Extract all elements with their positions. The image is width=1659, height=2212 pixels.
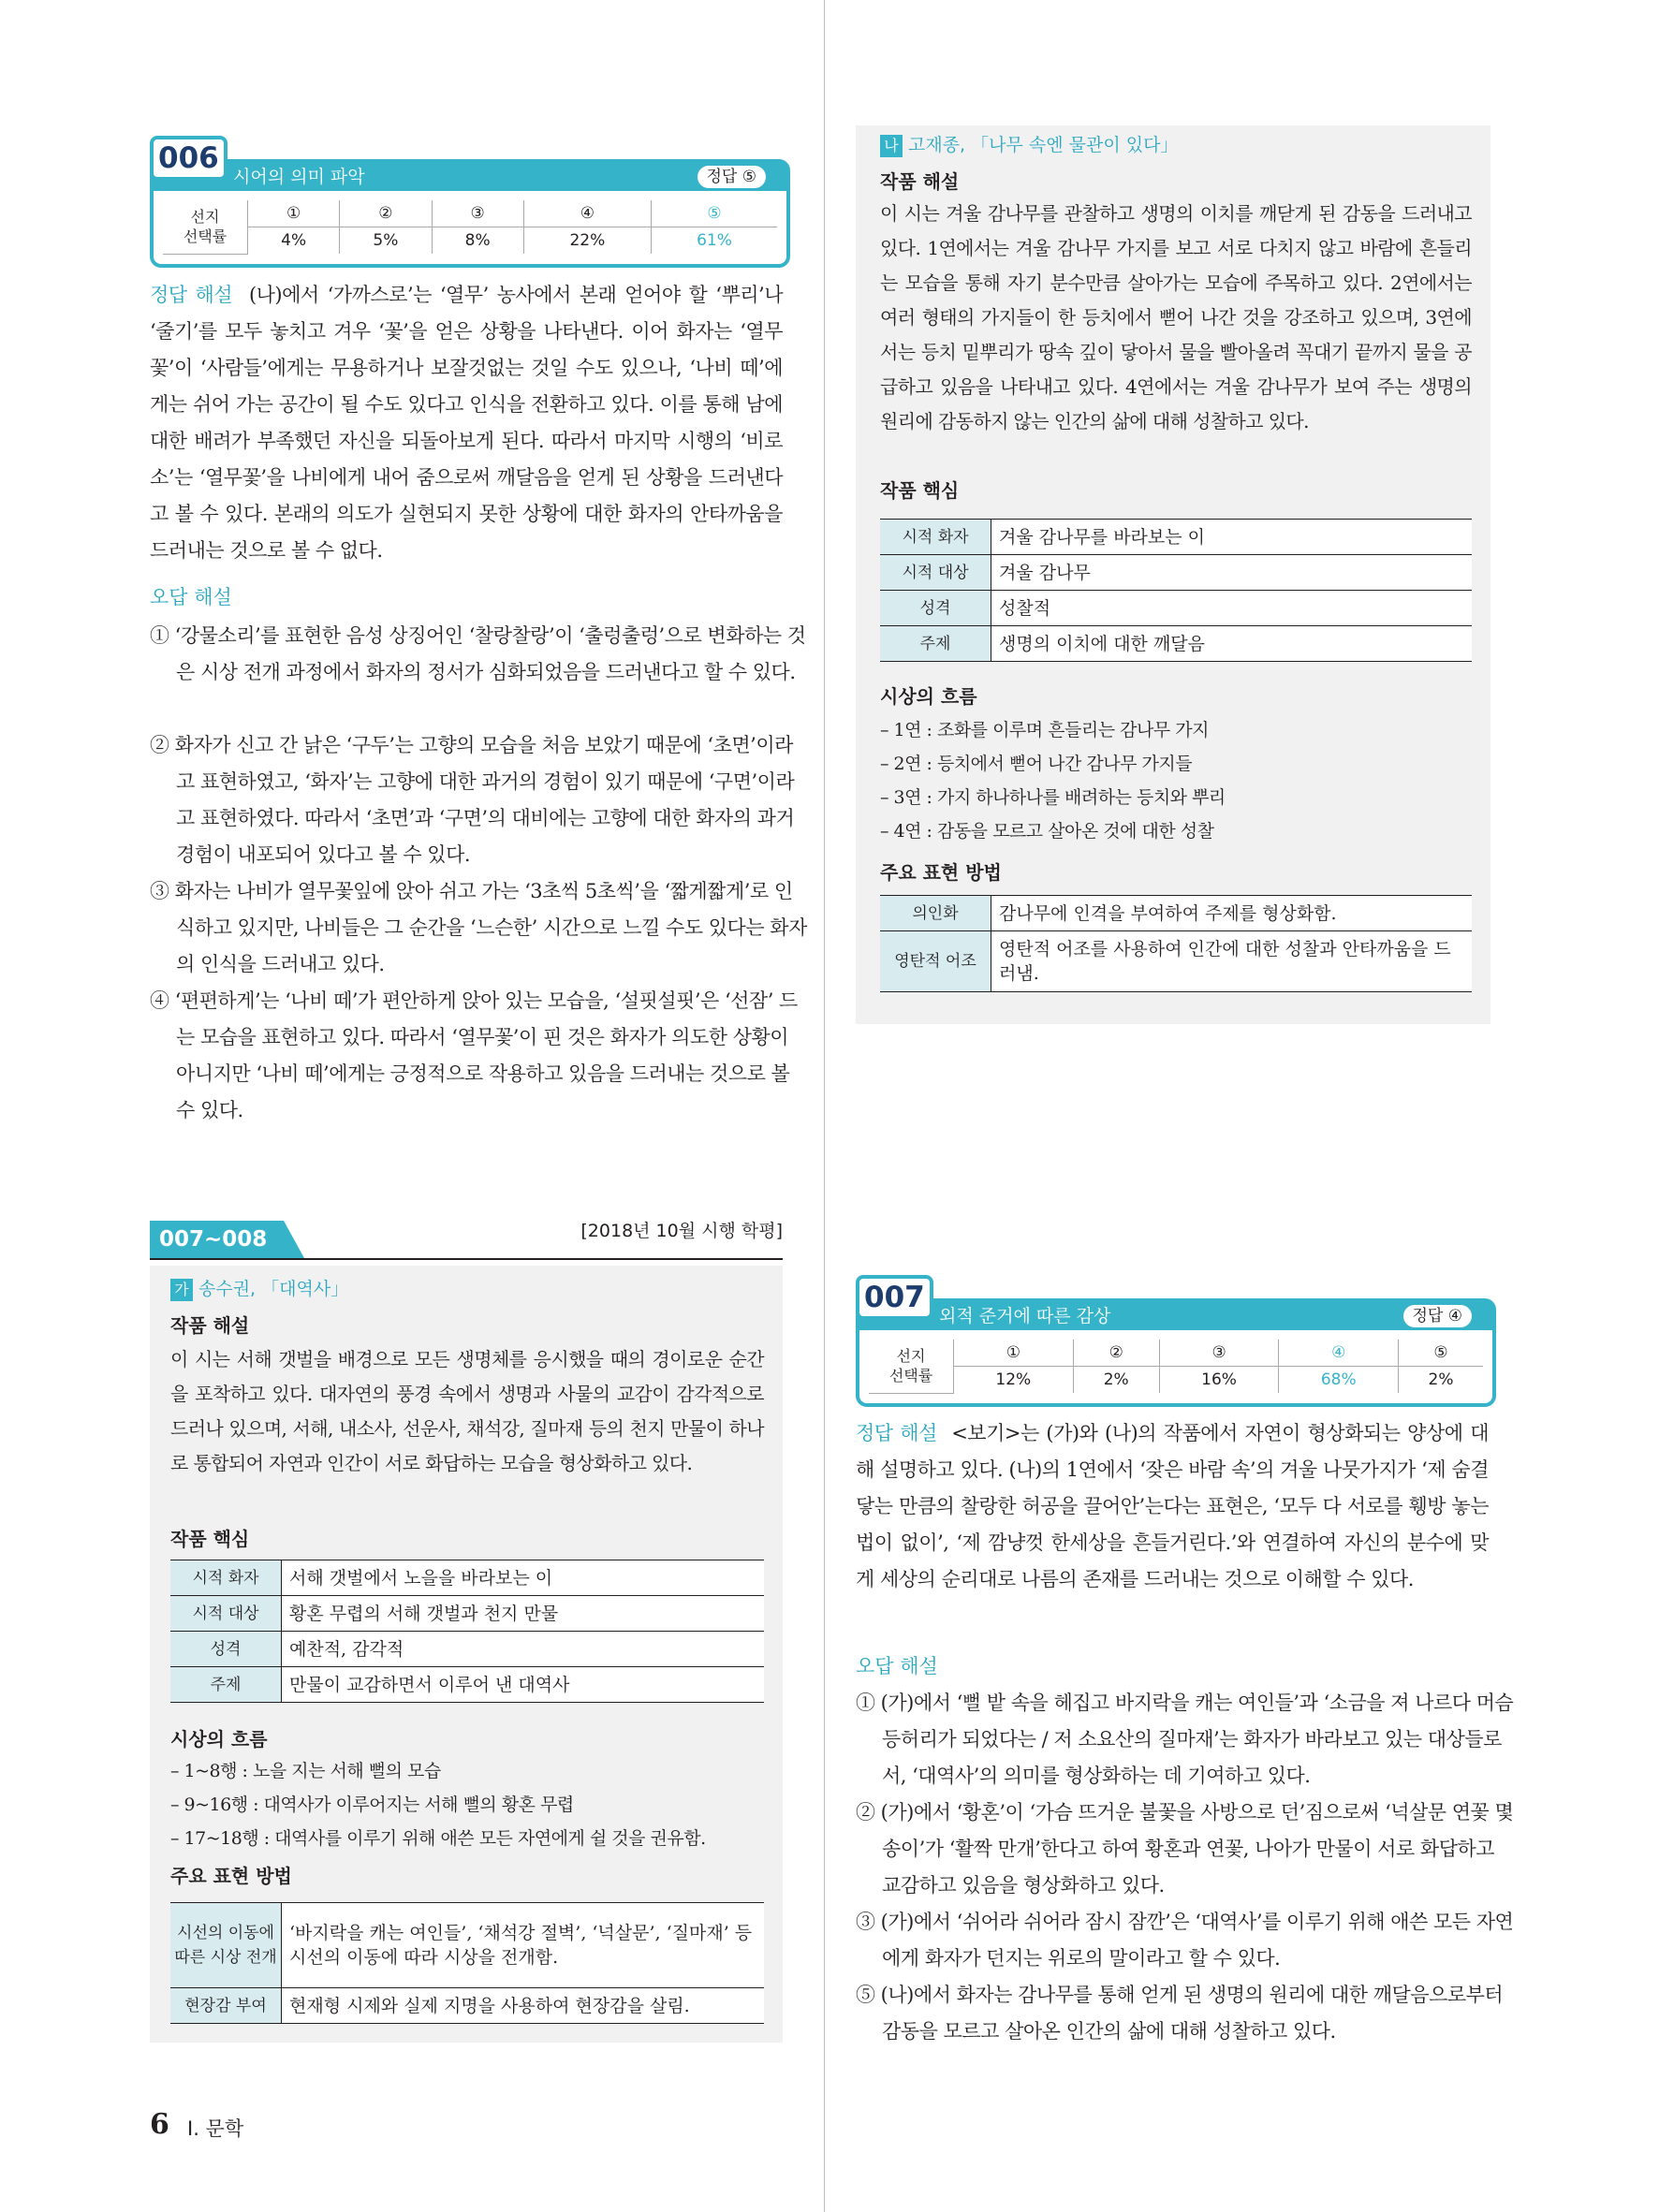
work-panel-na (856, 125, 1490, 1024)
flow-item: – 3연 : 가지 하나하나를 배려하는 등치와 뿌리 (880, 787, 1226, 808)
flow-item: – 17~18행 : 대역사를 이루기 위해 애쓴 모든 자연에게 쉴 것을 권유함. (170, 1828, 706, 1849)
section-rule (150, 1258, 783, 1260)
core-row: 성격 성찰적 (880, 591, 1472, 626)
work-heading: 작품 해설 (170, 1314, 250, 1337)
wrong-item-1: ① ‘강물소리’를 표현한 음성 상징어인 ‘찰랑찰랑’이 ‘출렁출렁’으로 변화하는 것은 시상 전개 과정에서 화자의 정서가 심화되었음을 드러낸다고 할 수 있다. (150, 624, 806, 683)
core-row: 시적 화자 서해 갯벌에서 노을을 바라보는 이 (170, 1560, 764, 1596)
core-row: 성격 예찬적, 감각적 (170, 1632, 764, 1667)
rate-cell: 5% (340, 227, 432, 255)
work-text: 이 시는 서해 갯벌을 배경으로 모든 생명체를 응시했을 때의 경이로운 순간을 포착하고 있다. 대자연의 풍경 속에서 생명과 사물의 교감이 감각적으로 드러나 있으며, 서해, 내소사, 선운사, 채석강, 질마재 등의 천지 만물이 하나로 통합되어 자연과 인간이 서로 화답하는 모습을 형상화하고 있다. (170, 1348, 764, 1474)
expr-heading: 주요 표현 방법 (880, 861, 1002, 884)
rate-cell: 61% (651, 227, 777, 255)
stat-label: 선지 선택률 (163, 200, 248, 254)
answer-text: (나)에서 ‘가까스로’는 ‘열무’ 농사에서 본래 얻어야 할 ‘뿌리’나 ‘줄기’를 모두 놓치고 겨우 ‘꽃’을 얻은 상황을 나타낸다. 이어 화자는 ‘열무꽃’이 ‘사람들’에게는 무용하거나 보잘것없는 것일 수도 있으나, ‘나비 떼’에게는 쉬어 가는 공간이 될 수도 있다고 인식을 전환하고 있다. 이를 통해 남에 대한 배려가 부족했던 자신을 되돌아보게 된다. 따라서 마지막 시행의 ‘비로소’는 ‘열무꽃’을 나비에게 내어 줌으로써 깨달음을 얻게 된 상황을 드러낸다고 볼 수 있다. 본래의 의도가 실현되지 못한 상황에 대한 화자의 안타까움을 드러내는 것으로 볼 수 없다. (150, 284, 783, 562)
expr-row: 현장감 부여 현재형 시제와 실제 지명을 사용하여 현장감을 살림. (170, 1988, 764, 2024)
core-row: 시적 화자 겨울 감나무를 바라보는 이 (880, 520, 1472, 555)
answer-text: <보기>는 (가)와 (나)의 작품에서 자연이 형상화되는 양상에 대해 설명하고 있다. (나)의 1연에서 ‘잦은 바람 속’의 겨울 나뭇가지가 ‘제 숨결 닿는 만큼의 찰랑한 허공을 끌어안’는다는 표현은, ‘모두 다 서로를 휑방 놓는 법이 없이’, ‘제 깜냥껏 한세상을 흔들거린다.’와 연결하여 자신의 분수에 맞게 세상의 순리대로 나름의 존재를 드러내는 것으로 이해할 수 있다. (856, 1422, 1489, 1590)
rate-cell: 68% (1279, 1367, 1399, 1394)
work-text: 이 시는 겨울 감나무를 관찰하고 생명의 이치를 깨닫게 된 감동을 드러내고 있다. 1연에서는 겨울 감나무 가지를 보고 서로 다치지 않고 바람에 흔들리는 모습을 통해 자기 분수만큼 살아가는 모습에 주목하고 있다. 2연에서는 여러 형태의 가지들이 한 등치에서 뻗어 나간 것을 강조하고 있으며, 3연에서는 등치 밑뿌리가 땅속 깊이 닿아서 물을 빨아올려 꼭대기 끝까지 물을 공급하고 있음을 나타내고 있다. 4연에서는 겨울 감나무가 보여 주는 생명의 원리에 감동하지 않는 인간의 삶에 대해 성찰하고 있다. (880, 202, 1472, 432)
panel-tag: 가 (170, 1279, 193, 1301)
wrong-item-4: ④ ‘편편하게’는 ‘나비 떼’가 편안하게 앉아 있는 모습을, ‘설핏설핏’은 ‘선잠’ 드는 모습을 표현하고 있다. 따라서 ‘열무꽃’이 핀 것은 화자가 의도한 상황이 아니지만 ‘나비 떼’에게는 긍정적으로 작용하고 있음을 드러내는 것으로 볼 수 있다. (150, 989, 798, 1121)
flow-item: – 4연 : 감동을 모르고 살아온 것에 대한 성찰 (880, 821, 1214, 842)
core-table (880, 519, 1472, 662)
flow-heading: 시상의 흐름 (170, 1728, 268, 1751)
core-row: 주제 만물이 교감하면서 이루어 낸 대역사 (170, 1667, 764, 1703)
flow-list (170, 1754, 706, 1855)
option-cell: ⑤ (1399, 1340, 1483, 1367)
rate-cell: 2% (1399, 1367, 1483, 1394)
rate-cell: 2% (1073, 1367, 1159, 1394)
option-cell: ④ (523, 200, 651, 227)
panel-title: 가 송수권, 「대역사」 (170, 1275, 348, 1301)
option-cell: ③ (432, 200, 523, 227)
expr-heading: 주요 표현 방법 (170, 1865, 292, 1887)
flow-item: – 1연 : 조화를 이루며 흔들리는 감나무 가지 (880, 720, 1209, 740)
wrong-item-3: ③ 화자는 나비가 열무꽃잎에 앉아 쉬고 가는 ‘3초씩 5초씩’을 ‘짧게짧게’로 인식하고 있지만, 나비들은 그 순간을 ‘느슨한’ 시간으로 느낄 수도 있다는 화자의 인식을 드러내고 있다. (150, 880, 807, 975)
panel-tag: 나 (880, 135, 903, 157)
answer-explanation (150, 277, 783, 569)
option-cell: ⑤ (651, 200, 777, 227)
rate-cell: 12% (954, 1367, 1074, 1394)
flow-item: – 1~8행 : 노을 지는 서해 뻘의 모습 (170, 1761, 441, 1781)
answer-heading: 정답 해설 (856, 1422, 937, 1444)
wrong-heading: 오답 해설 (150, 586, 232, 608)
option-cell: ③ (1159, 1340, 1279, 1367)
work-heading: 작품 해설 (880, 170, 960, 193)
expr-table (170, 1902, 764, 2024)
answer-heading: 정답 해설 (150, 284, 233, 306)
work-panel-ga (150, 1266, 783, 2043)
flow-heading: 시상의 흐름 (880, 685, 977, 708)
flow-item: – 2연 : 등치에서 뻗어 나간 감나무 가지들 (880, 754, 1193, 774)
rate-cell: 4% (248, 227, 340, 255)
core-row: 시적 대상 겨울 감나무 (880, 555, 1472, 591)
core-row: 시적 대상 황혼 무렵의 서해 갯벌과 천지 만물 (170, 1596, 764, 1632)
selection-rate-table (869, 1340, 1483, 1394)
core-row: 주제 생명의 이치에 대한 깨달음 (880, 626, 1472, 662)
expr-row: 의인화 감나무에 인격을 부여하여 주제를 형상화함. (880, 896, 1472, 931)
wrong-item-2: ② 화자가 신고 간 낡은 ‘구두’는 고향의 모습을 처음 보았기 때문에 ‘초면’이라고 표현하였고, ‘화자’는 고향에 대한 과거의 경험이 있기 때문에 ‘구면’이라고 표현하였다. 따라서 ‘초면’과 ‘구면’의 대비에는 고향에 대한 화자의 과거 경험이 내포되어 있다고 볼 수 있다. (150, 734, 795, 866)
chapter-label: Ⅰ. 문학 (187, 2117, 244, 2140)
core-heading: 작품 핵심 (880, 479, 960, 502)
core-table (170, 1560, 764, 1703)
question-title: 시어의 의미 파악 (233, 167, 365, 187)
page-number: 6 (150, 2108, 169, 2141)
option-cell: ④ (1279, 1340, 1399, 1367)
rate-cell: 16% (1159, 1367, 1279, 1394)
flow-list (880, 713, 1226, 848)
flow-item: – 9~16행 : 대역사가 이루어지는 서해 뻘의 황혼 무렵 (170, 1795, 574, 1815)
question-box (150, 159, 790, 268)
question-title-bar (859, 1302, 1492, 1330)
wrong-item-2: ② (가)에서 ‘황혼’이 ‘가슴 뜨거운 불꽃을 사방으로 던’짐으로써 ‘넉살문 연꽃 몇 송이’가 ‘활짝 만개’한다고 하여 황혼과 연꽃, 나아가 만물이 서로 화답하고 교감하고 있음을 형상화하고 있다. (856, 1801, 1514, 1897)
expr-row: 영탄적 어조 영탄적 어조를 사용하여 인간에 대한 성찰과 안타까움을 드러냄. (880, 931, 1472, 992)
stat-label: 선지 선택률 (869, 1340, 954, 1393)
wrong-item-3: ③ (가)에서 ‘쉬어라 쉬어라 잠시 잠깐’은 ‘대역사’를 이루기 위해 애쓴 모든 자연에게 화자가 던지는 위로의 말이라고 할 수 있다. (856, 1911, 1514, 1970)
wrong-heading: 오답 해설 (856, 1655, 938, 1677)
panel-title: 나 고재종, 「나무 속엔 물관이 있다」 (880, 131, 1178, 157)
question-title-bar (154, 163, 786, 191)
expr-table (880, 895, 1472, 992)
question-box (856, 1298, 1496, 1407)
answer-badge: 정답 ④ (1403, 1305, 1473, 1327)
exam-source: [2018년 10월 시행 학평] (580, 1221, 783, 1241)
wrong-item-5: ⑤ (나)에서 화자는 감나무를 통해 얻게 된 생명의 원리에 대한 깨달음으로부터 감동을 모르고 살아온 인간의 삶에 대해 성찰하고 있다. (856, 1984, 1504, 2043)
answer-badge: 정답 ⑤ (697, 166, 767, 188)
option-cell: ② (340, 200, 432, 227)
core-heading: 작품 핵심 (170, 1528, 250, 1550)
selection-rate-table (163, 200, 777, 255)
rate-cell: 22% (523, 227, 651, 255)
option-cell: ① (954, 1340, 1074, 1367)
question-number: 007 (856, 1275, 933, 1320)
rate-cell: 8% (432, 227, 523, 255)
center-divider (824, 0, 825, 2212)
wrong-item-1: ① (가)에서 ‘뻘 밭 속을 헤집고 바지락을 캐는 여인들’과 ‘소금을 져 나르다 머슴 등허리가 되었다는 / 저 소요산의 질마재’는 화자가 바라보고 있는 대상들로서, ‘대역사’의 의미를 형상화하는 데 기여하고 있다. (856, 1692, 1514, 1787)
option-cell: ② (1073, 1340, 1159, 1367)
question-number: 006 (150, 136, 228, 181)
answer-explanation (856, 1415, 1489, 1598)
section-range: 007~008 (150, 1221, 284, 1258)
option-cell: ① (248, 200, 340, 227)
question-title: 외적 준거에 따른 감상 (939, 1306, 1111, 1326)
expr-row: 시선의 이동에 따른 시상 전개 ‘바지락을 캐는 여인들’, ‘채석강 절벽’, ‘넉살문’, ‘질마재’ 등 시선의 이동에 따라 시상을 전개함. (170, 1903, 764, 1988)
